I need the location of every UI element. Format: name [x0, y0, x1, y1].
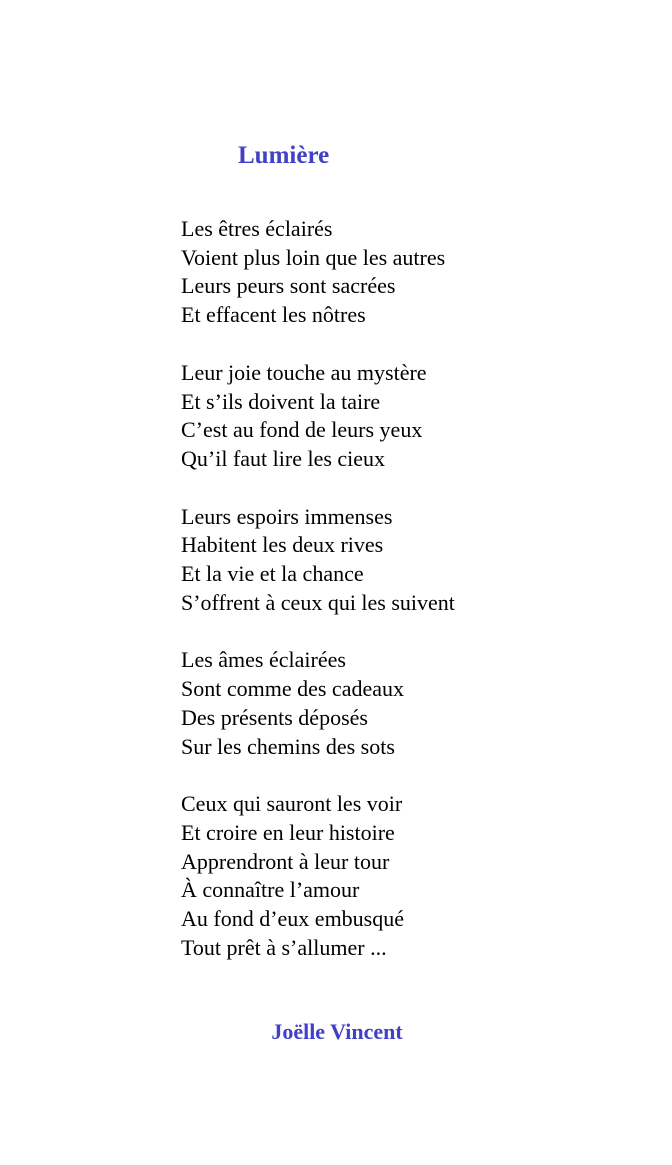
poem-line: Leur joie touche au mystère: [181, 359, 427, 385]
poem-line: S’offrent à ceux qui les suivent: [181, 589, 455, 615]
poem-author: Joëlle Vincent: [271, 1019, 403, 1044]
poem-line: Des présents déposés: [181, 704, 368, 730]
poem-line: Qu’il faut lire les cieux: [181, 445, 386, 471]
stanza: [181, 790, 651, 962]
poem-line: Et la vie et la chance: [181, 561, 364, 587]
poem-line: C’est au fond de leurs yeux: [181, 417, 423, 443]
stanza: [181, 503, 651, 618]
poem-line: Au fond d’eux embusqué: [181, 906, 405, 932]
poem-line: Les âmes éclairées: [181, 647, 346, 673]
poem-title: Lumière: [238, 142, 330, 169]
poem-body: [181, 215, 651, 991]
poem-line: Tout prêt à s’allumer ...: [181, 934, 387, 960]
stanza: [181, 646, 651, 761]
poem-line: Ceux qui sauront les voir: [181, 791, 403, 817]
poem-line: Leurs peurs sont sacrées: [181, 273, 396, 299]
poem-line: Apprendront à leur tour: [181, 848, 390, 874]
poem-line: Leurs espoirs immenses: [181, 503, 393, 529]
poem-line: Et effacent les nôtres: [181, 302, 366, 328]
poem-line: Habitent les deux rives: [181, 532, 384, 558]
stanza: [181, 215, 651, 330]
stanza: [181, 359, 651, 474]
poem-line: À connaître l’amour: [181, 877, 360, 903]
poem-line: Voient plus loin que les autres: [181, 244, 446, 270]
poem-line: Et s’ils doivent la taire: [181, 388, 381, 414]
poem-line: Sur les chemins des sots: [181, 733, 395, 759]
poem-line: Sont comme des cadeaux: [181, 676, 404, 702]
poem-line: Les êtres éclairés: [181, 216, 333, 241]
poem-line: Et croire en leur histoire: [181, 819, 395, 845]
